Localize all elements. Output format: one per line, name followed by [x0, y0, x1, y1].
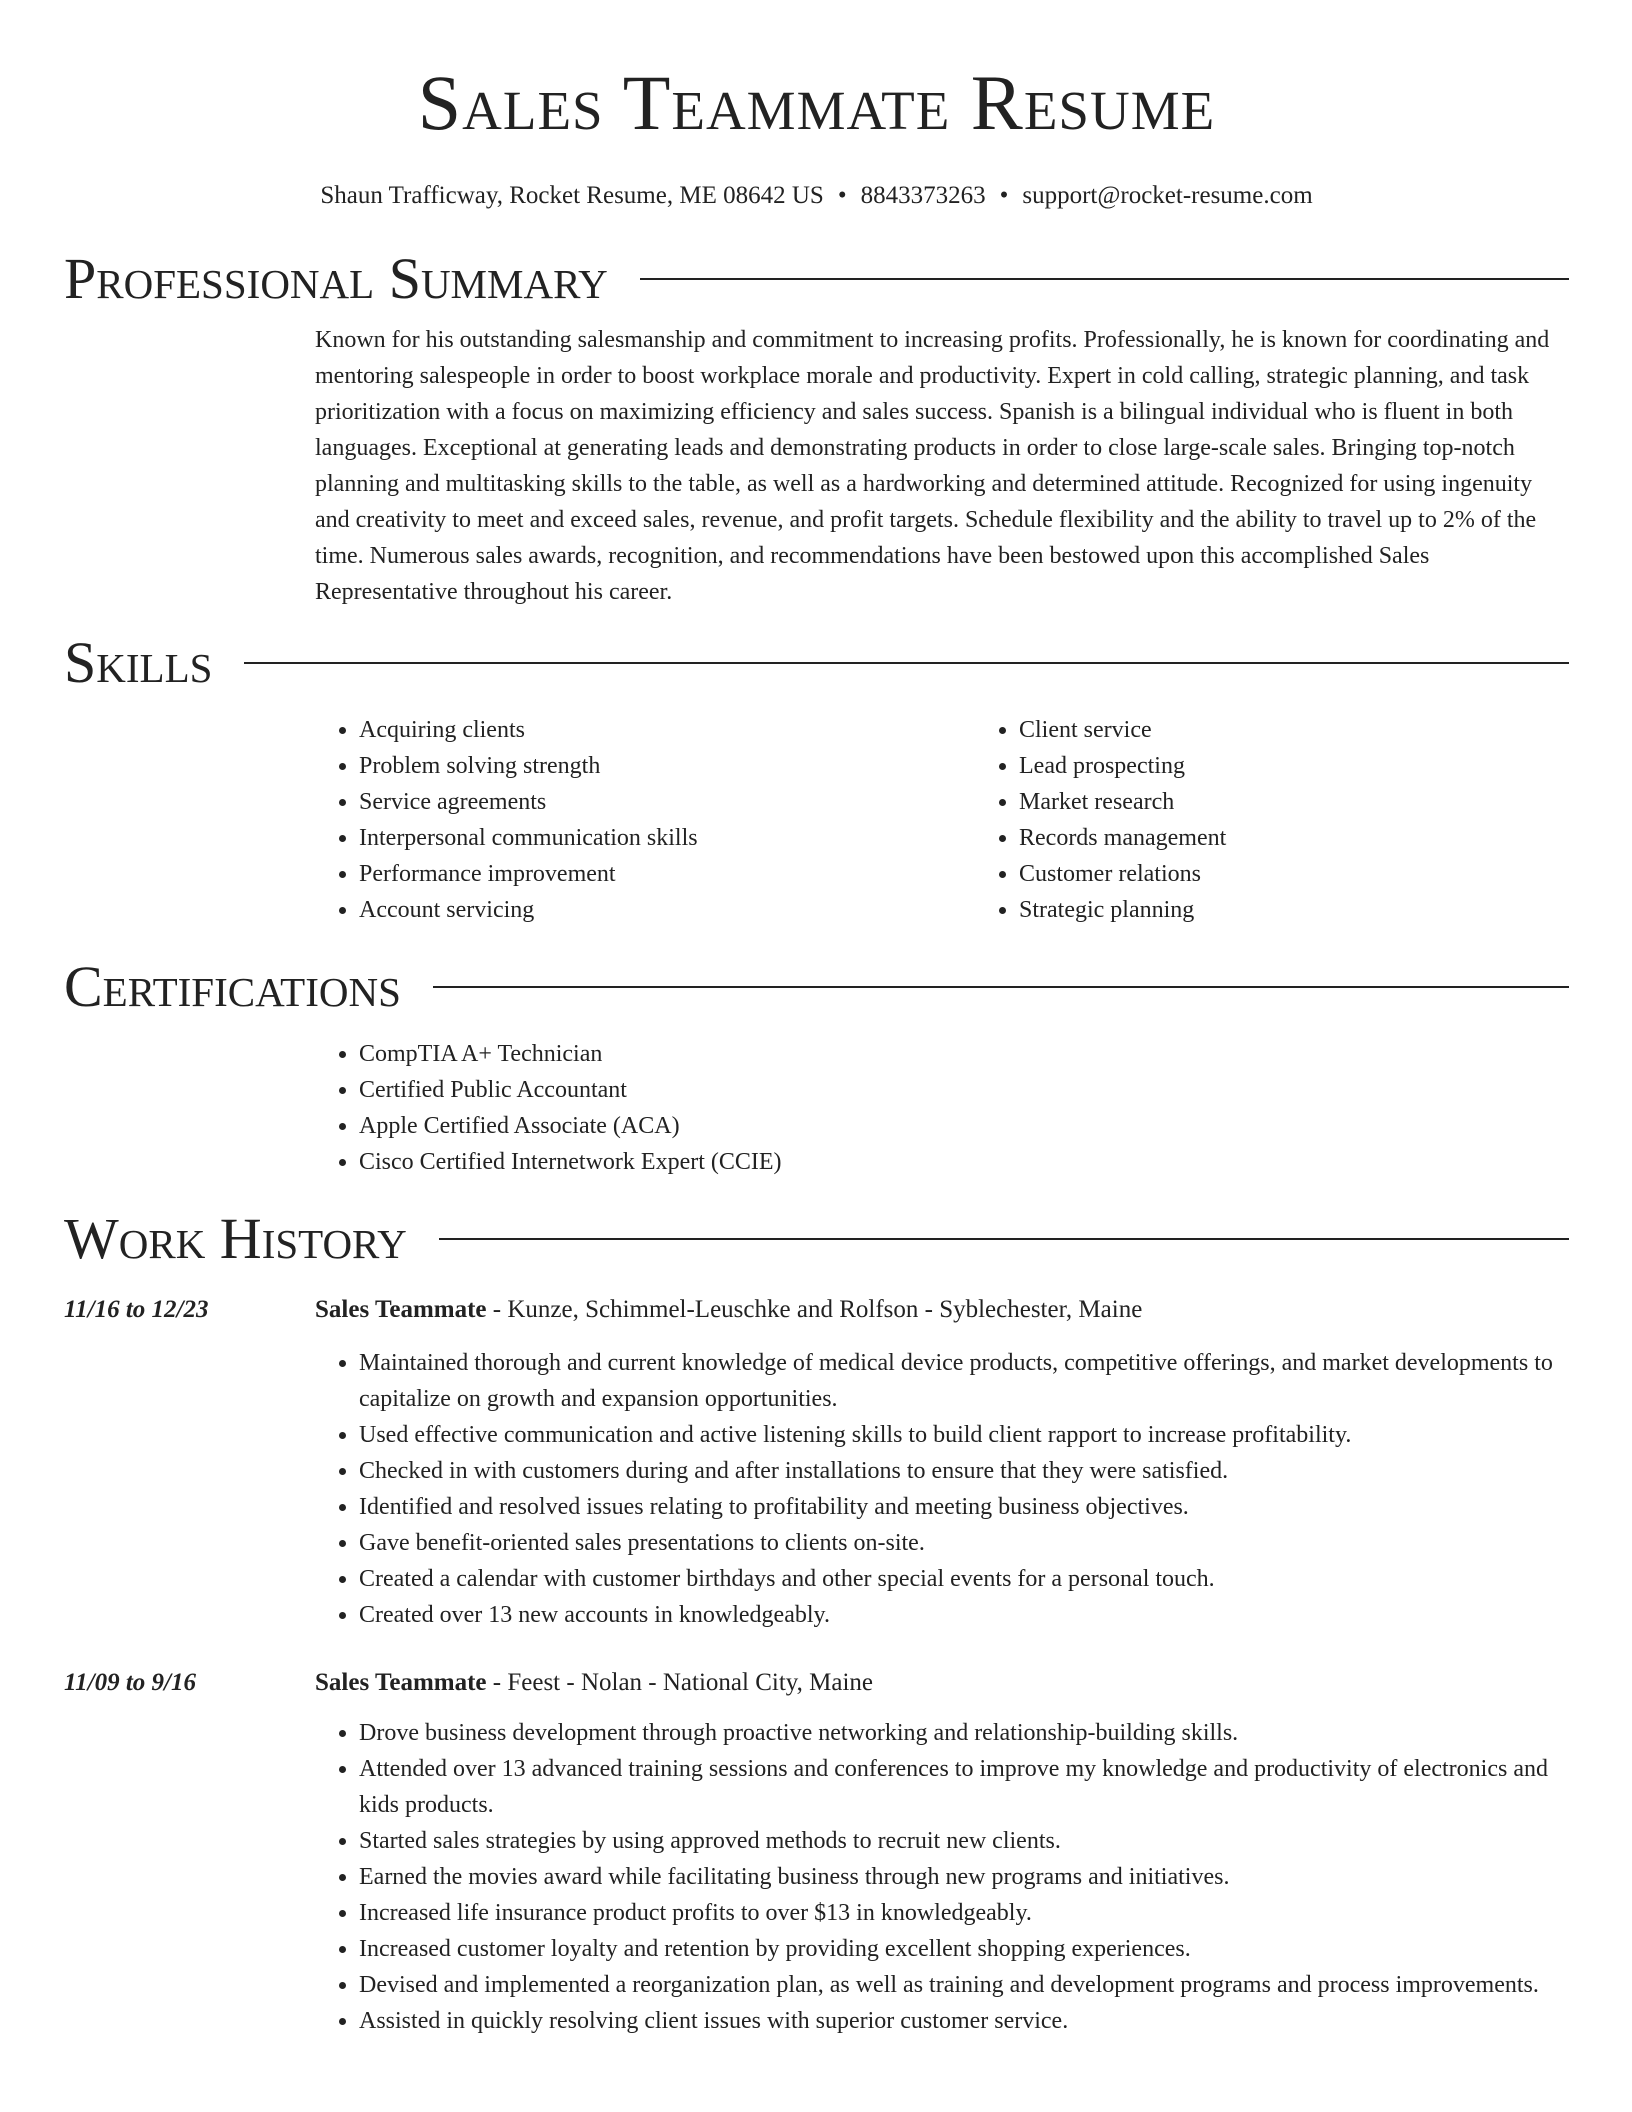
job-bullet-list: [315, 1715, 1569, 2039]
section-divider: [640, 278, 1569, 280]
job-entry: [64, 1665, 1569, 2039]
work-heading: Work History: [64, 1206, 407, 1271]
summary-heading: Professional Summary: [64, 246, 608, 311]
certification-item: • Apple Certified Associate (ACA): [359, 1108, 1569, 1144]
job-dates: 11/16 to 12/23: [64, 1296, 209, 1323]
job-header: [64, 1292, 1569, 1328]
skill-item: • Performance improvement: [359, 856, 975, 892]
certification-item: • Cisco Certified Internetwork Expert (CCIE): [359, 1144, 1569, 1180]
skill-item: • Service agreements: [359, 784, 975, 820]
job-duties: [315, 1345, 1569, 1633]
contact-separator: •: [999, 182, 1009, 209]
job-bullet: • Devised and implemented a reorganization plan, as well as training and development programs and process improvements.: [359, 1967, 1569, 2003]
certification-item: • CompTIA A+ Technician: [359, 1036, 1569, 1072]
summary-text: Known for his outstanding salesmanship and commitment to increasing profits. Professionally, he is known for coordinating and mentoring salespeople in order to boost workplace morale and productivity. Expert in cold calling, strategic planning, and task prioritization with a focus on maximizing efficiency and sales success. Spanish is a bilingual individual who is fluent in both languages. Exceptional at generating leads and demonstrating products in order to close large-scale sales. Bringing top-notch planning and multitasking skills to the table, as well as a hardworking and determined attitude. Recognized for using ingenuity and creativity to meet and exceed sales, revenue, and profit targets. Schedule flexibility and the ability to travel up to 2% of the time. Numerous sales awards, recognition, and recommendations have been bestowed upon this accomplished Sales Representative throughout his career.: [315, 327, 1550, 605]
skills-grid: [315, 712, 1569, 928]
contact-email: support@rocket-resume.com: [1022, 182, 1313, 209]
job-heading-line: [315, 1665, 873, 1701]
job-bullet: • Increased customer loyalty and retention by providing excellent shopping experiences.: [359, 1931, 1569, 1967]
certifications-list: [315, 1036, 1569, 1180]
skill-item: • Interpersonal communication skills: [359, 820, 975, 856]
section-divider: [244, 662, 1569, 664]
work-section-header: [64, 1206, 1569, 1271]
job-bullet: • Gave benefit-oriented sales presentations to clients on-site.: [359, 1525, 1569, 1561]
skill-item: • Customer relations: [1019, 856, 1632, 892]
contact-address: Shaun Trafficway, Rocket Resume, ME 08642 US: [320, 182, 824, 209]
certifications-section-header: [64, 954, 1569, 1019]
job-heading-line: [315, 1292, 1142, 1328]
job-entry: [64, 1292, 1569, 1633]
job-bullet: • Created over 13 new accounts in knowledgeably.: [359, 1597, 1569, 1633]
job-duties: [315, 1715, 1569, 2039]
skills-section-header: [64, 630, 1569, 695]
job-bullet-list: [315, 1345, 1569, 1633]
certifications-body: [315, 1036, 1569, 1180]
skill-item: • Client service: [1019, 712, 1632, 748]
job-bullet: • Created a calendar with customer birthdays and other special events for a personal touch.: [359, 1561, 1569, 1597]
skills-heading: Skills: [64, 630, 213, 695]
job-bullet: • Identified and resolved issues relating to profitability and meeting business objectives.: [359, 1489, 1569, 1525]
contact-phone: 8843373263: [860, 182, 986, 209]
skill-item: • Acquiring clients: [359, 712, 975, 748]
section-divider: [433, 986, 1569, 988]
section-divider: [439, 1238, 1569, 1240]
job-header: [64, 1665, 1569, 1701]
skill-item: • Records management: [1019, 820, 1632, 856]
contact-separator: •: [837, 182, 847, 209]
contact-line: [64, 182, 1569, 210]
job-title: Sales Teammate: [315, 1296, 487, 1323]
job-bullet: • Maintained thorough and current knowledge of medical device products, competitive offerings, and market developments to capitalize on growth and expansion opportunities.: [359, 1345, 1569, 1417]
job-bullet: • Drove business development through proactive networking and relationship-building skills.: [359, 1715, 1569, 1751]
certifications-heading: Certifications: [64, 954, 401, 1019]
summary-section-header: [64, 246, 1569, 311]
certification-item: • Certified Public Accountant: [359, 1072, 1569, 1108]
job-title: Sales Teammate: [315, 1669, 487, 1696]
job-bullet: • Attended over 13 advanced training sessions and conferences to improve my knowledge and productivity of electronics and kids products.: [359, 1751, 1569, 1823]
job-bullet: • Used effective communication and active listening skills to build client rapport to increase profitability.: [359, 1417, 1569, 1453]
job-employer: - Kunze, Schimmel-Leuschke and Rolfson - Syblechester, Maine: [486, 1296, 1143, 1323]
skill-item: • Strategic planning: [1019, 892, 1632, 928]
job-bullet: • Assisted in quickly resolving client issues with superior customer service.: [359, 2003, 1569, 2039]
skills-list-right: [975, 712, 1632, 928]
skill-item: • Account servicing: [359, 892, 975, 928]
summary-body: [315, 322, 1569, 610]
skills-list-left: [315, 712, 975, 928]
job-bullet: • Started sales strategies by using approved methods to recruit new clients.: [359, 1823, 1569, 1859]
skill-item: • Market research: [1019, 784, 1632, 820]
job-bullet: • Checked in with customers during and after installations to ensure that they were satisfied.: [359, 1453, 1569, 1489]
job-bullet: • Increased life insurance product profits to over $13 in knowledgeably.: [359, 1895, 1569, 1931]
job-employer: - Feest - Nolan - National City, Maine: [486, 1669, 874, 1696]
skill-item: • Problem solving strength: [359, 748, 975, 784]
resume-title: Sales Teammate Resume: [417, 59, 1216, 146]
job-bullet: • Earned the movies award while facilitating business through new programs and initiatives.: [359, 1859, 1569, 1895]
job-dates: 11/09 to 9/16: [64, 1669, 196, 1696]
skill-item: • Lead prospecting: [1019, 748, 1632, 784]
